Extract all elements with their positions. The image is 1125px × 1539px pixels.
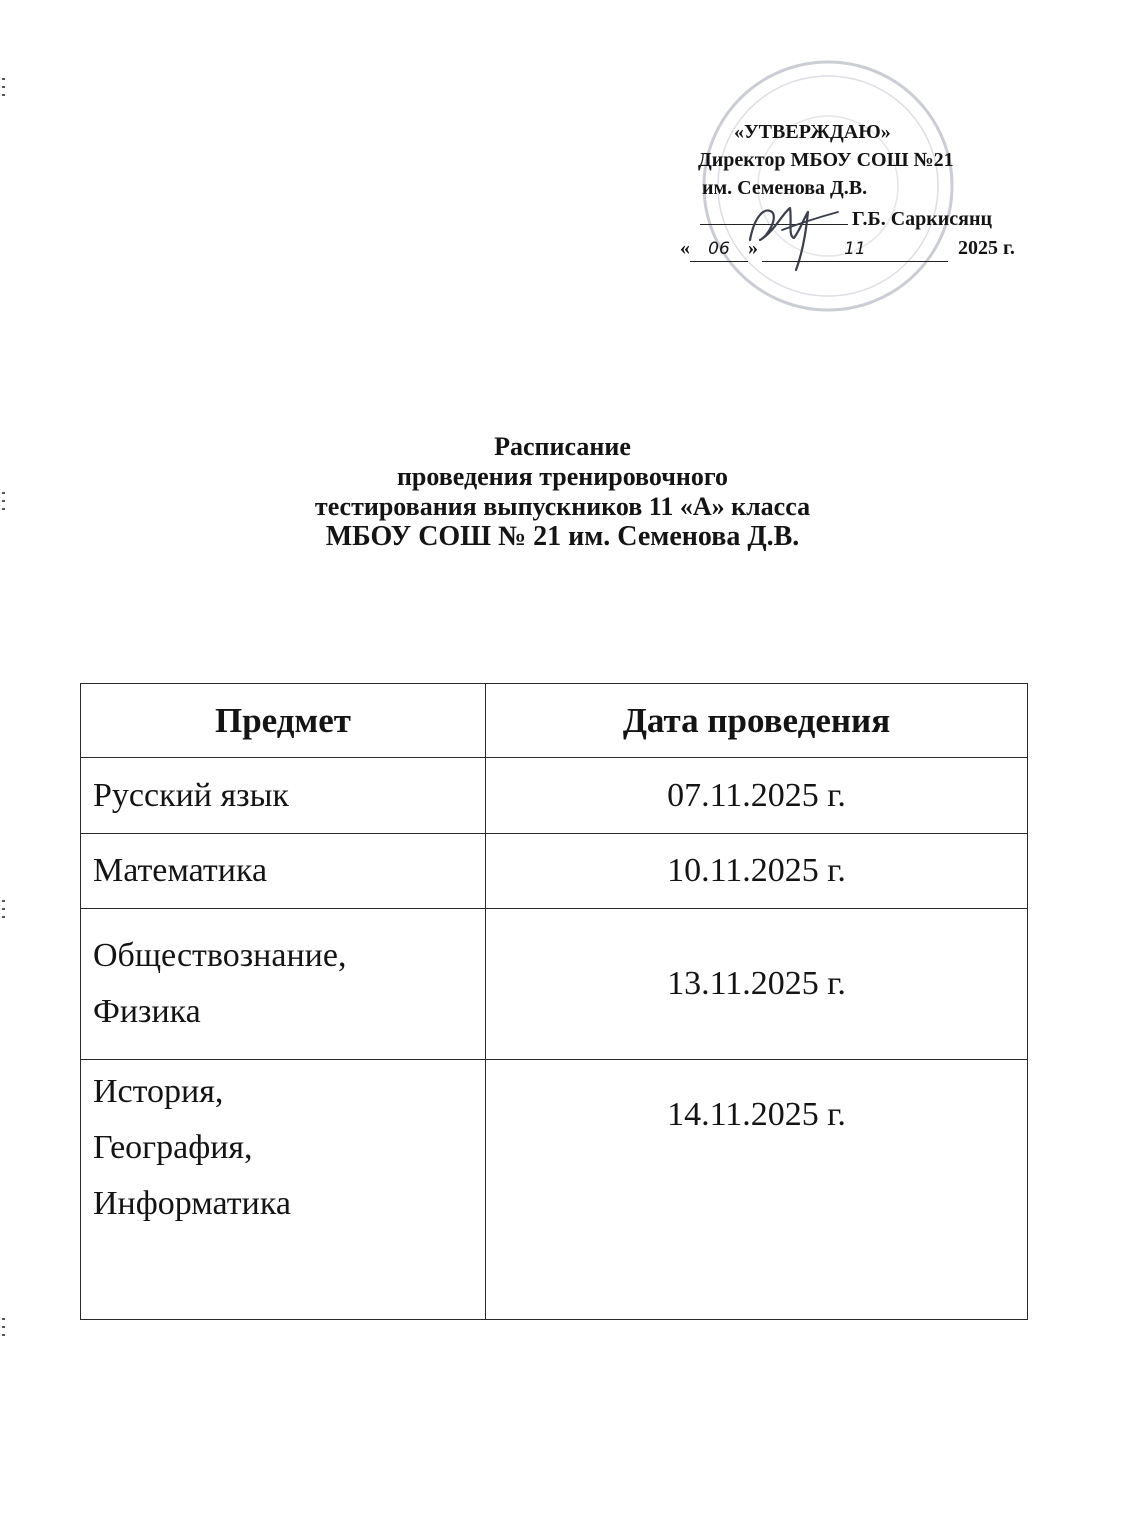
approval-date-day: 06 [690, 237, 748, 262]
date-cell: 14.11.2025 г. [486, 1060, 1028, 1320]
title-line-2: проведения тренировочного [396, 462, 729, 491]
subject-name: Математика [93, 852, 268, 889]
approval-date [680, 236, 1015, 262]
approval-school-name: им. Семенова Д.В. [702, 177, 868, 199]
approval-title: «УТВЕРЖДАЮ» [734, 121, 891, 143]
subject-cell [81, 909, 486, 1060]
document-title [0, 432, 1125, 552]
approval-signer: Г.Б. Саркисянц [852, 208, 993, 230]
table-row [81, 1060, 1028, 1320]
subject-name: История, [93, 1073, 224, 1110]
date-open-quote: « [680, 237, 690, 259]
scan-edge-marks [2, 78, 10, 102]
date-cell: 07.11.2025 г. [486, 758, 1028, 834]
scan-edge-marks [2, 900, 10, 924]
subject-name: Русский язык [93, 776, 289, 814]
table-row [81, 834, 1028, 909]
title-line-1: Расписание [494, 432, 631, 461]
header-date: Дата проведения [486, 684, 1028, 758]
subject-cell [81, 758, 486, 834]
approval-position: Директор МБОУ СОШ №21 [698, 149, 954, 171]
subject-cell [81, 1060, 486, 1320]
date-cell: 10.11.2025 г. [486, 834, 1028, 909]
schedule-table [80, 683, 1028, 1320]
table-header-row [81, 684, 1028, 758]
title-line-4: МБОУ СОШ № 21 им. Семенова Д.В. [325, 521, 800, 552]
approval-date-month: 11 [762, 237, 948, 262]
table-row [81, 758, 1028, 834]
scan-edge-marks [2, 1318, 10, 1342]
subject-name: Обществознание, [93, 937, 347, 974]
approval-date-year: 2025 г. [958, 237, 1015, 259]
subject-name: География, [93, 1129, 253, 1166]
subject-cell [81, 834, 486, 909]
subject-name: Физика [93, 993, 201, 1030]
header-subject: Предмет [81, 684, 486, 758]
subject-name: Информатика [93, 1185, 291, 1222]
date-close-quote: » [748, 237, 758, 259]
approval-block [640, 108, 1040, 298]
title-line-3: тестирования выпускников 11 «А» класса [314, 492, 811, 521]
table-row [81, 909, 1028, 1060]
date-cell: 13.11.2025 г. [486, 909, 1028, 1060]
